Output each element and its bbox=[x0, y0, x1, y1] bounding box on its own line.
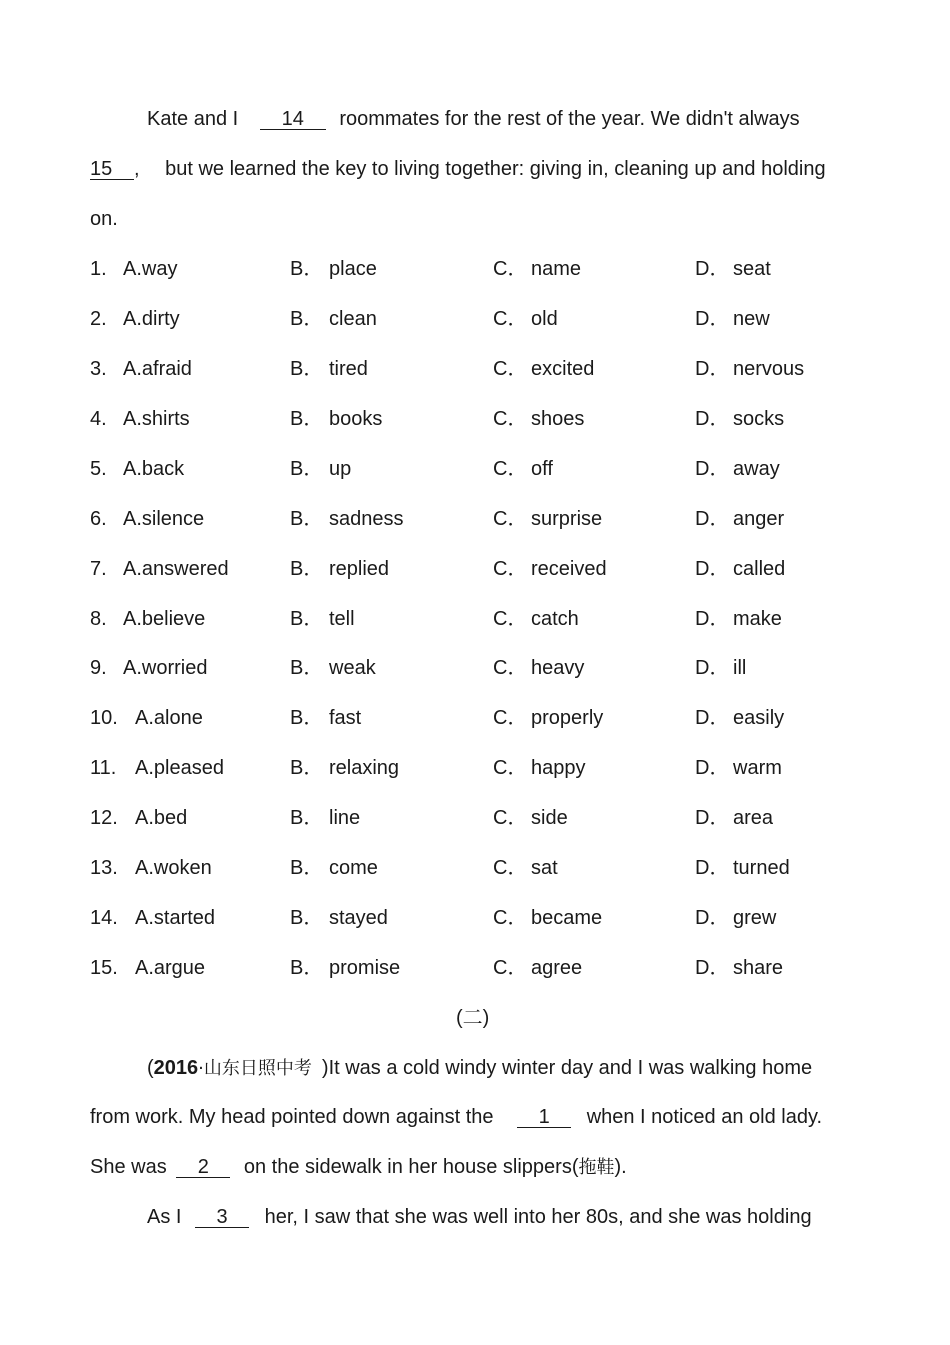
option-d: area bbox=[733, 807, 774, 829]
option-d: nervous bbox=[733, 358, 805, 380]
option-letter-b: B． bbox=[290, 558, 324, 580]
passage2-line2 bbox=[90, 1105, 822, 1129]
option-letter-b: B． bbox=[290, 308, 324, 330]
option-letter-d: D． bbox=[695, 358, 730, 380]
source: ·山东日照中考 bbox=[198, 1058, 312, 1079]
text: , bbox=[134, 158, 140, 180]
option-letter-c: C． bbox=[493, 258, 528, 280]
option-letter-b: B． bbox=[290, 608, 324, 630]
option-c: shoes bbox=[531, 408, 585, 430]
option-a: A.woken bbox=[135, 857, 212, 879]
option-letter-c: C． bbox=[493, 508, 528, 530]
option-a: A.worried bbox=[123, 657, 208, 679]
text: from work. My head pointed down against the bbox=[90, 1106, 494, 1128]
passage2-line1 bbox=[147, 1056, 812, 1081]
option-b: up bbox=[329, 458, 352, 480]
passage1-line3: on. bbox=[90, 208, 118, 230]
option-letter-d: D． bbox=[695, 657, 730, 679]
text: ). bbox=[614, 1156, 627, 1178]
option-c: sat bbox=[531, 857, 558, 879]
option-c: became bbox=[531, 907, 603, 929]
option-a: A.back bbox=[123, 458, 185, 480]
option-d: grew bbox=[733, 907, 777, 929]
blank-14: 14 bbox=[260, 109, 326, 130]
option-letter-c: C． bbox=[493, 857, 528, 879]
option-b: weak bbox=[329, 657, 376, 679]
blank-2: 2 bbox=[176, 1157, 230, 1178]
option-letter-c: C． bbox=[493, 458, 528, 480]
option-a: A.shirts bbox=[123, 408, 190, 430]
option-c: side bbox=[531, 807, 568, 829]
option-c: off bbox=[531, 458, 553, 480]
text: when I noticed an old lady. bbox=[586, 1106, 823, 1128]
option-d: away bbox=[733, 458, 780, 480]
option-d: warm bbox=[733, 757, 782, 779]
blank-1: 1 bbox=[517, 1107, 571, 1128]
option-letter-b: B． bbox=[290, 408, 324, 430]
text: on the sidewalk in her house slippers( bbox=[243, 1156, 579, 1178]
option-letter-b: B． bbox=[290, 458, 324, 480]
option-letter-b: B． bbox=[290, 358, 324, 380]
option-letter-b: B． bbox=[290, 907, 324, 929]
option-letter-b: B． bbox=[290, 707, 324, 729]
option-letter-b: B． bbox=[290, 657, 324, 679]
option-d: turned bbox=[733, 857, 790, 879]
option-letter-c: C． bbox=[493, 707, 528, 729]
option-b: line bbox=[329, 807, 361, 829]
option-a: A.silence bbox=[123, 508, 205, 530]
option-a: A.bed bbox=[135, 807, 188, 829]
option-c: catch bbox=[531, 608, 579, 630]
text: )It was a cold windy winter day and I was walking home bbox=[321, 1057, 813, 1079]
option-b: tell bbox=[329, 608, 355, 630]
option-d: seat bbox=[733, 258, 771, 280]
blank-15: 15 bbox=[90, 159, 134, 180]
option-d: easily bbox=[733, 707, 785, 729]
passage1-line1 bbox=[147, 107, 800, 131]
option-a: A.way bbox=[123, 258, 178, 280]
option-d: share bbox=[733, 957, 784, 979]
option-c: old bbox=[531, 308, 558, 330]
question-number: 10. bbox=[90, 707, 118, 729]
text: She was bbox=[90, 1156, 167, 1178]
question-number: 7. bbox=[90, 558, 107, 580]
question-number: 2. bbox=[90, 308, 107, 330]
option-d: ill bbox=[733, 657, 747, 679]
option-c: agree bbox=[531, 957, 583, 979]
option-letter-c: C． bbox=[493, 358, 528, 380]
option-letter-c: C． bbox=[493, 308, 528, 330]
passage1-line2 bbox=[90, 157, 826, 181]
option-b: sadness bbox=[329, 508, 404, 530]
text: ( bbox=[147, 1057, 154, 1079]
option-c: heavy bbox=[531, 657, 585, 679]
option-c: excited bbox=[531, 358, 595, 380]
question-number: 14. bbox=[90, 907, 118, 929]
option-a: A.started bbox=[135, 907, 216, 929]
option-letter-c: C． bbox=[493, 807, 528, 829]
option-letter-b: B． bbox=[290, 957, 324, 979]
option-letter-c: C． bbox=[493, 408, 528, 430]
option-letter-b: B． bbox=[290, 807, 324, 829]
option-d: anger bbox=[733, 508, 785, 530]
section-title: (二) bbox=[456, 1007, 490, 1029]
question-number: 11. bbox=[90, 757, 117, 779]
option-letter-b: B． bbox=[290, 258, 324, 280]
option-letter-d: D． bbox=[695, 408, 730, 430]
option-letter-d: D． bbox=[695, 907, 730, 929]
option-d: called bbox=[733, 558, 786, 580]
question-number: 3. bbox=[90, 358, 107, 380]
text-cn: 拖鞋 bbox=[578, 1157, 615, 1178]
option-letter-c: C． bbox=[493, 957, 528, 979]
question-number: 5. bbox=[90, 458, 107, 480]
question-number: 12. bbox=[90, 807, 118, 829]
text: roommates for the rest of the year. We didn't always bbox=[339, 108, 800, 130]
option-letter-b: B． bbox=[290, 508, 324, 530]
option-b: come bbox=[329, 857, 378, 879]
option-letter-c: C． bbox=[493, 608, 528, 630]
option-c: received bbox=[531, 558, 607, 580]
option-a: A.afraid bbox=[123, 358, 192, 380]
option-d: new bbox=[733, 308, 770, 330]
option-b: relaxing bbox=[329, 757, 400, 779]
text: her, I saw that she was well into her 80s, and she was holding bbox=[264, 1206, 812, 1228]
year: 2016 bbox=[153, 1057, 199, 1079]
option-a: A.dirty bbox=[123, 308, 180, 330]
question-number: 9. bbox=[90, 657, 107, 679]
option-a: A.answered bbox=[123, 558, 229, 580]
option-b: promise bbox=[329, 957, 401, 979]
question-number: 6. bbox=[90, 508, 107, 530]
option-letter-c: C． bbox=[493, 558, 528, 580]
option-letter-d: D． bbox=[695, 558, 730, 580]
option-letter-d: D． bbox=[695, 458, 730, 480]
option-letter-c: C． bbox=[493, 907, 528, 929]
option-letter-b: B． bbox=[290, 857, 324, 879]
option-letter-d: D． bbox=[695, 508, 730, 530]
option-letter-d: D． bbox=[695, 807, 730, 829]
option-letter-d: D． bbox=[695, 757, 730, 779]
option-c: name bbox=[531, 258, 582, 280]
passage2-line4 bbox=[147, 1205, 812, 1229]
passage2-line3 bbox=[90, 1155, 627, 1180]
option-c: surprise bbox=[531, 508, 603, 530]
question-number: 4. bbox=[90, 408, 107, 430]
text: but we learned the key to living together: giving in, cleaning up and holding bbox=[165, 158, 826, 180]
option-letter-d: D． bbox=[695, 957, 730, 979]
text: Kate and I bbox=[147, 108, 239, 130]
option-b: fast bbox=[329, 707, 362, 729]
option-letter-c: C． bbox=[493, 657, 528, 679]
option-a: A.argue bbox=[135, 957, 206, 979]
option-b: clean bbox=[329, 308, 377, 330]
option-a: A.alone bbox=[135, 707, 203, 729]
question-number: 13. bbox=[90, 857, 118, 879]
question-number: 8. bbox=[90, 608, 107, 630]
option-d: socks bbox=[733, 408, 785, 430]
option-c: happy bbox=[531, 757, 586, 779]
option-b: stayed bbox=[329, 907, 388, 929]
option-b: place bbox=[329, 258, 377, 280]
option-b: replied bbox=[329, 558, 390, 580]
option-letter-b: B． bbox=[290, 757, 324, 779]
option-d: make bbox=[733, 608, 782, 630]
option-letter-d: D． bbox=[695, 707, 730, 729]
option-a: A.pleased bbox=[135, 757, 224, 779]
option-a: A.believe bbox=[123, 608, 206, 630]
option-letter-d: D． bbox=[695, 857, 730, 879]
blank-3: 3 bbox=[195, 1207, 249, 1228]
question-number: 15. bbox=[90, 957, 118, 979]
option-letter-d: D． bbox=[695, 608, 730, 630]
option-letter-d: D． bbox=[695, 308, 730, 330]
question-number: 1. bbox=[90, 258, 107, 280]
text: As I bbox=[147, 1206, 182, 1228]
option-letter-d: D． bbox=[695, 258, 730, 280]
option-b: tired bbox=[329, 358, 368, 380]
option-c: properly bbox=[531, 707, 604, 729]
option-b: books bbox=[329, 408, 383, 430]
option-letter-c: C． bbox=[493, 757, 528, 779]
